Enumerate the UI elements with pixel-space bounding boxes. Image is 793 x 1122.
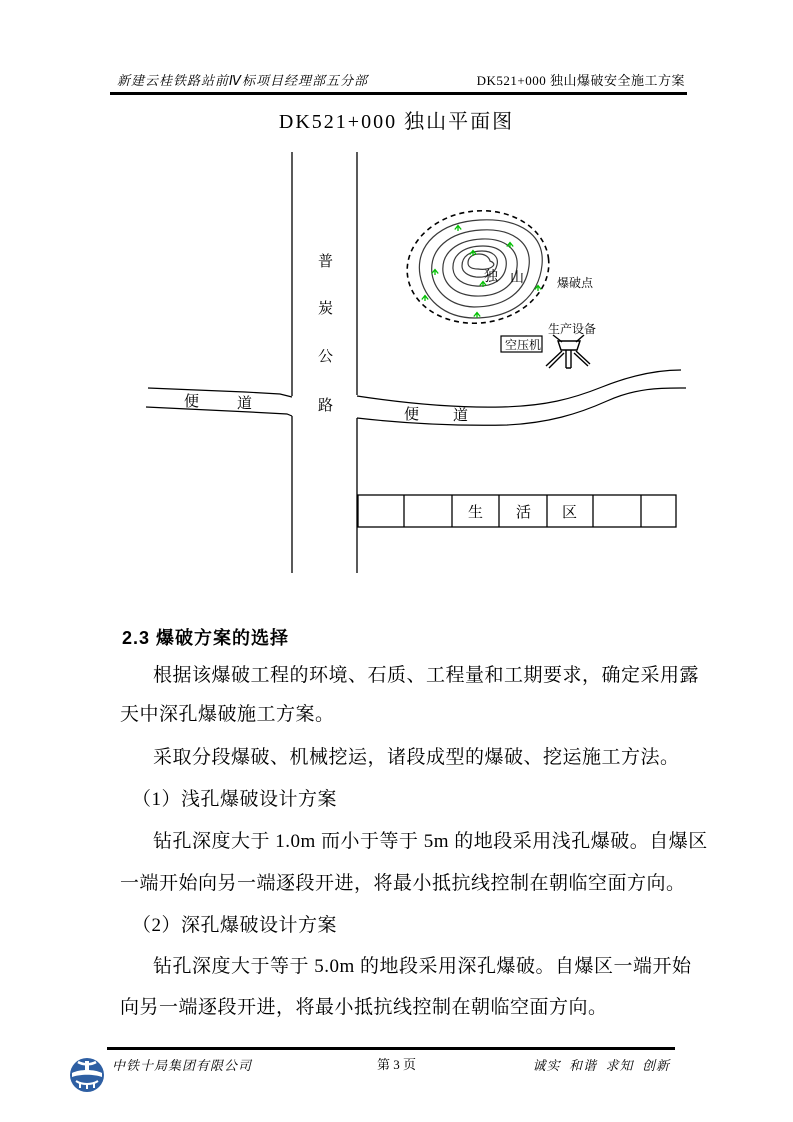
body-line: （2）深孔爆破设计方案 [132,915,338,936]
living-area-char-2: 活 [516,505,532,521]
body-line: 一端开始向另一端逐段开进，将最小抵抗线控制在朝临空面方向。 [120,873,686,894]
vegetation-icon [432,270,438,276]
body-line: 采取分段爆破、机械挖运，诸段成型的爆破、挖运施工方法。 [153,747,680,768]
highway-label [318,253,333,414]
body-line: 根据该爆破工程的环境、石质、工程量和工期要求，确定采用露 [153,665,700,686]
footer-slogan: 诚实 和谐 求知 创新 [532,1058,670,1073]
hill-char-1: 独 [484,270,498,285]
highway-char-4: 路 [318,398,334,414]
section-heading: 2.3 爆破方案的选择 [122,628,290,648]
living-area-char-1: 生 [468,505,484,521]
right-road-char-2: 道 [453,408,469,424]
tripod-icon [546,335,590,368]
left-road-char-1: 便 [184,394,200,410]
body-line: 钻孔深度大于等于 5.0m 的地段采用深孔爆破。自爆区一端开始 [153,956,692,977]
highway-char-1: 普 [318,254,334,270]
living-area-char-3: 区 [562,505,578,521]
header-right-text: DK521+000 独山爆破安全施工方案 [476,73,685,88]
hill-blast-boundary [401,203,556,331]
highway-char-2: 炭 [318,301,334,317]
highway-char-3: 公 [318,349,334,365]
header-left-text: 新建云桂铁路站前Ⅳ标项目经理部五分部 [117,73,368,88]
body-line: 天中深孔爆破施工方案。 [120,704,335,725]
footer-page-number: 第 3 页 [376,1057,416,1072]
compressor-label: 空压机 [505,338,542,352]
vegetation-icon [455,226,461,232]
blast-point-label: 爆破点 [557,276,594,290]
footer-rule [107,1047,675,1050]
compressor-callout [501,336,542,352]
hill-contours [419,220,542,318]
left-road-char-2: 道 [237,396,253,412]
body-line: 向另一端逐段开进，将最小抵抗线控制在朝临空面方向。 [120,997,608,1018]
hill-char-2: 山 [510,271,524,286]
right-road-char-1: 便 [404,407,420,423]
figure-title: DK521+000 独山平面图 [278,111,515,133]
body-line: （1）浅孔爆破设计方案 [132,789,338,810]
body-line: 钻孔深度大于 1.0m 而小于等于 5m 的地段采用浅孔爆破。自爆区 [153,831,708,852]
equipment-label: 生产设备 [548,322,597,336]
left-access-road [146,388,292,416]
footer-company: 中铁十局集团有限公司 [112,1058,253,1073]
vegetation-icon [474,313,480,319]
vegetation-icon [507,243,513,249]
vegetation-icon [422,296,428,302]
